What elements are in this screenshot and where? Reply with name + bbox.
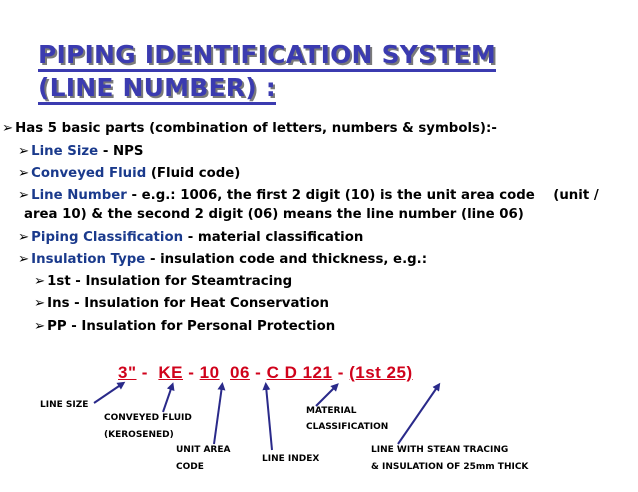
insulation-item: ➢ Ins - Insulation for Heat Conservation: [34, 296, 329, 311]
part-desc: - insulation code and thickness, e.g.:: [145, 252, 428, 267]
formula-dash: -: [188, 363, 195, 382]
part-name: Insulation Type: [31, 252, 146, 267]
insulation-item: ➢ 1st - Insulation for Steamtracing: [34, 274, 293, 289]
insulation-item: ➢ PP - Insulation for Personal Protection: [34, 319, 336, 334]
arrow-bullet-icon: ➢: [34, 296, 46, 311]
formula-insulation: (1st 25): [349, 363, 413, 382]
formula-dash: -: [141, 363, 148, 382]
page-title-line-1: PIPING IDENTIFICATION SYSTEM: [38, 40, 496, 69]
formula-line: 06: [230, 363, 250, 382]
formula-area: 10: [199, 363, 220, 382]
label-unit-area: UNIT AREA: [176, 445, 231, 455]
formula-fluid: KE: [158, 363, 183, 382]
label-kerosened: (KEROSENED): [104, 430, 174, 440]
label-material: MATERIAL: [306, 406, 357, 416]
part-line-number-cont: area 10) & the second 2 digit (06) means the line number (line 06): [24, 207, 524, 222]
label-steam-tracing: LINE WITH STEAN TRACING: [371, 445, 509, 455]
arrow-bullet-icon: ➢: [18, 166, 30, 181]
part-name: Conveyed Fluid: [31, 166, 147, 181]
label-line-index: LINE INDEX: [262, 454, 320, 464]
arrow-bullet-icon: ➢: [2, 121, 14, 136]
part-desc: - material classification: [183, 230, 364, 245]
arrow-bullet-icon: ➢: [18, 230, 30, 245]
arrow-bullet-icon: ➢: [34, 319, 46, 334]
label-line-size: LINE SIZE: [40, 400, 89, 410]
arrow-unit-area: [214, 386, 222, 444]
page-title-line-2: (LINE NUMBER) :: [38, 73, 276, 102]
intro-text: Has 5 basic parts (combination of letters, numbers & symbols):-: [15, 121, 497, 136]
part-name: Line Size: [31, 144, 99, 159]
part-name: Piping Classification: [31, 230, 184, 245]
formula-size: 3": [118, 363, 137, 382]
arrow-conveyed-fluid: [163, 386, 172, 412]
arrow-bullet-icon: ➢: [34, 274, 46, 289]
part-desc: (Fluid code): [146, 166, 241, 181]
arrow-bullet-icon: ➢: [18, 188, 30, 203]
arrow-bullet-icon: ➢: [18, 144, 30, 159]
part-desc: - NPS: [98, 144, 144, 159]
label-classification: CLASSIFICATION: [306, 422, 389, 432]
arrow-insulation: [398, 386, 438, 444]
formula-dash: -: [255, 363, 262, 382]
label-conveyed-fluid: CONVEYED FLUID: [104, 413, 192, 423]
arrow-bullet-icon: ➢: [18, 252, 30, 267]
part-name: Line Number: [31, 188, 127, 203]
formula-class: C D 121: [266, 363, 333, 382]
formula-dash: -: [337, 363, 344, 382]
arrow-line-index: [266, 386, 272, 450]
label-insulation-thickness: & INSULATION OF 25mm THICK: [371, 462, 529, 472]
arrow-line-size: [94, 384, 122, 403]
label-code: CODE: [176, 462, 204, 472]
part-desc: - e.g.: 1006, the first 2 digit (10) is the unit area code (unit /: [126, 188, 599, 203]
